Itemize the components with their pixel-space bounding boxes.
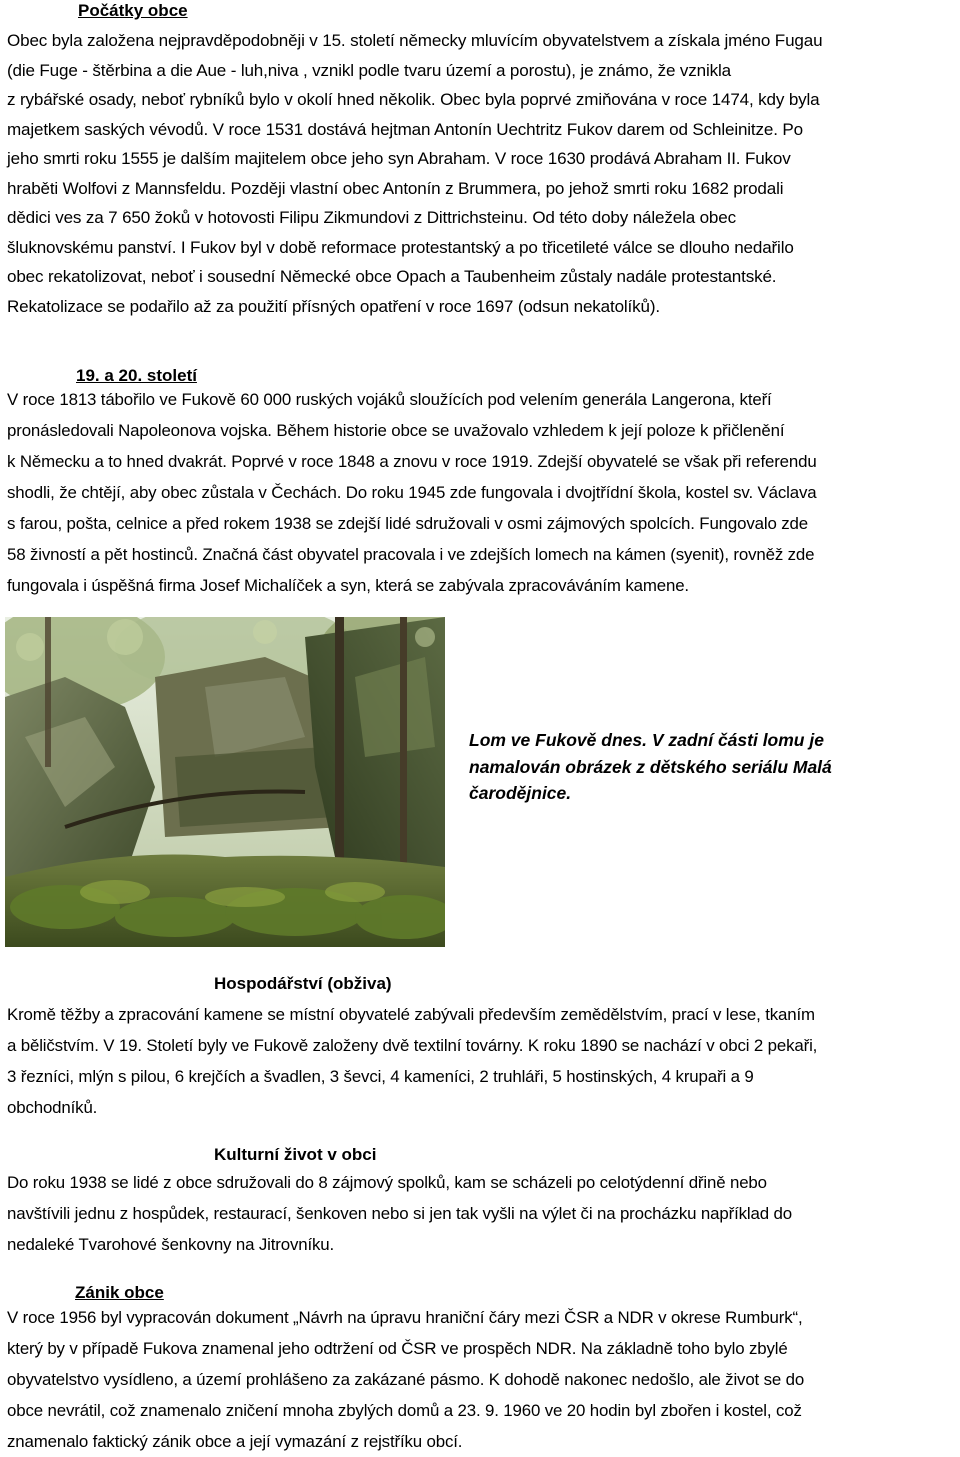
photo-caption xyxy=(469,727,889,807)
text-line: s farou, pošta, celnice a před rokem 1938 se zdejší lidé sdružovali v osmi zájmových spolcích. Fungovalo zde xyxy=(7,514,808,533)
quarry-photo xyxy=(5,617,445,947)
text-line: šluknovskému panství. I Fukov byl v době reformace protestantský a po třicetileté válce se dlouho nedařilo xyxy=(7,237,794,257)
paragraph-zanik-obce xyxy=(7,1302,960,1457)
paragraph-kulturni-zivot xyxy=(7,1167,960,1260)
text-line: Kromě těžby a zpracování kamene se místní obyvatelé zabývali především zemědělstvím, prací v lese, tkaním xyxy=(7,1005,815,1024)
text-line: nedaleké Tvarohové šenkovny na Jitrovníku. xyxy=(7,1235,335,1254)
text-line: 3 řezníci, mlýn s pilou, 6 krejčích a švadlen, 3 ševci, 4 kameníci, 2 truhláři, 5 hostinských, 4 krupaři a 9 xyxy=(7,1067,754,1086)
text-line: shodli, že chtějí, aby obec zůstala v Čechách. Do roku 1945 zde fungovala i dvojtřídní škola, kostel sv. Václava xyxy=(7,483,817,502)
paragraph-19-20-stoleti xyxy=(7,384,960,601)
text-line: (die Fuge - štěrbina a die Aue - luh,niva , vznikl podle tvaru území a porostu), je známo, že vznikla xyxy=(7,60,731,80)
text-line: a běličstvím. V 19. Století byly ve Fukově založeny dvě textilní továrny. K roku 1890 se nachází v obci 2 pekaři, xyxy=(7,1036,818,1055)
text-line: hraběti Wolfovi z Mannsfeldu. Později vlastní obec Antonín z Brummera, po jehož smrti roku 1682 prodali xyxy=(7,178,784,198)
text-line: V roce 1813 tábořilo ve Fukově 60 000 ruských vojáků sloužících pod velením generála Langerona, kteří xyxy=(7,390,772,409)
caption-line: namalován obrázek z dětského seriálu Malá xyxy=(469,756,832,777)
text-line: fungovala i úspěšná firma Josef Michalíček a syn, která se zabývala zpracováváním kamene. xyxy=(7,576,689,595)
text-line: 58 živností a pět hostinců. Značná část obyvatel pracovala i ve zdejších lomech na kámen (syenit), rovněž zde xyxy=(7,545,815,564)
text-line: k Německu a to hned dvakrát. Poprvé v roce 1848 a znovu v roce 1919. Zdejší obyvatelé se však při referendu xyxy=(7,452,817,471)
text-line: V roce 1956 byl vypracován dokument „Návrh na úpravu hraniční čáry mezi ČSR a NDR v okrese Rumburk“, xyxy=(7,1308,803,1327)
text-line: obce nevrátil, což znamenalo zničení mnoha zbylých domů a 23. 9. 1960 ve 20 hodin byl zbořen i kostel, což xyxy=(7,1401,802,1420)
section-heading-pocatky-obce: Počátky obce xyxy=(78,1,188,20)
text-line: z rybářské osady, neboť rybníků bylo v okolí hned několik. Obec byla poprvé zmiňována v roce 1474, kdy byla xyxy=(7,90,820,109)
section-heading-hospodarstvi: Hospodářství (obživa) xyxy=(214,974,392,993)
caption-line: Lom ve Fukově dnes. V zadní části lomu je xyxy=(469,730,824,750)
text-line: Do roku 1938 se lidé z obce sdružovali do 8 zájmový spolků, kam se scházeli po celotýdenní dřině nebo xyxy=(7,1173,767,1192)
text-line: Obec byla založena nejpravděpodobněji v 15. století německy mluvícím obyvatelstvem a získala jméno Fugau xyxy=(7,31,823,50)
text-line: obchodníků. xyxy=(7,1098,98,1117)
section-heading-19-20-stoleti: 19. a 20. století xyxy=(76,366,197,385)
text-line: navštívili jednu z hospůdek, restaurací, šenkoven nebo si jen tak vyšli na výlet či na procházku například do xyxy=(7,1204,792,1223)
section-heading-kulturni-zivot: Kulturní život v obci xyxy=(214,1145,377,1164)
text-line: který by v případě Fukova znamenal jeho odtržení od ČSR ve prospěch NDR. Na základně toho bylo zbylé xyxy=(7,1339,788,1358)
text-line: pronásledovali Napoleonova vojska. Během historie obce se uvažovalo vzhledem k její poloze k přičlenění xyxy=(7,421,785,440)
text-line: majetkem saských vévodů. V roce 1531 dostává hejtman Antonín Uechtritz Fukov darem od Schleinitze. Po xyxy=(7,119,803,139)
text-line: obec rekatolizovat, neboť i sousední Německé obce Opach a Taubenheim zůstaly nadále protestantské. xyxy=(7,267,777,286)
paragraph-hospodarstvi xyxy=(7,999,960,1123)
text-line: Rekatolizace se podařilo až za použití přísných opatření v roce 1697 (odsun nekatolíků). xyxy=(7,296,660,316)
section-heading-zanik-obce: Zánik obce xyxy=(75,1283,164,1302)
text-line: obyvatelstvo vysídleno, a území prohlášeno za zakázané pásmo. K dohodě nakonec nedošlo, ale život se do xyxy=(7,1370,805,1389)
caption-line: čarodějnice. xyxy=(469,783,572,803)
text-line: znamenalo faktický zánik obce a její vymazání z rejstříku obcí. xyxy=(7,1432,463,1451)
text-line: jeho smrti roku 1555 je dalším majitelem obce jeho syn Abraham. V roce 1630 prodává Abraham II. Fukov xyxy=(7,149,791,168)
text-line: dědici ves za 7 650 žoků v hotovosti Filipu Zikmundovi z Dittrichsteinu. Od této doby náležela obec xyxy=(7,208,736,227)
paragraph-pocatky-obce xyxy=(7,26,960,321)
